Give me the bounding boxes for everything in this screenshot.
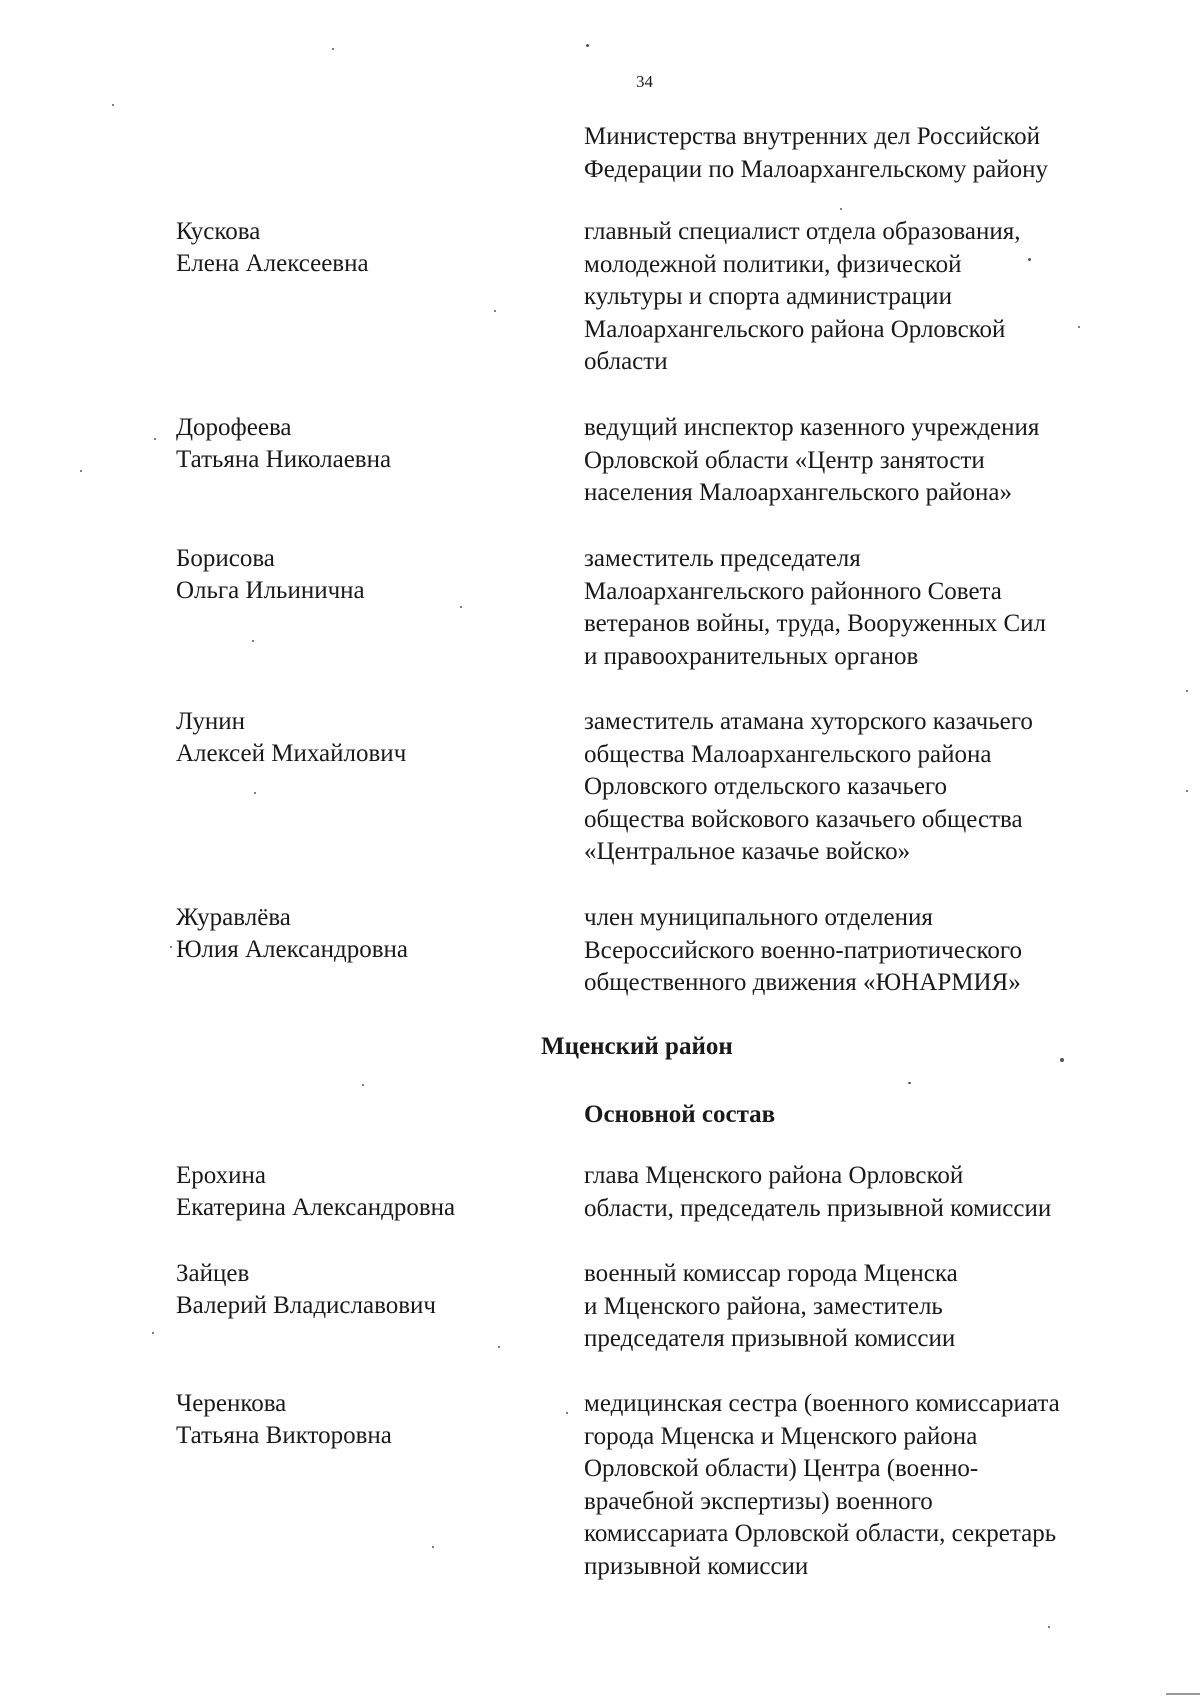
position-line: глава Мценского района Орловской [584,1162,964,1189]
position-line: заместитель атамана хуторского казачьего [584,708,1033,735]
member-position [584,543,1046,673]
scan-speck [1060,1058,1064,1062]
position-line: председателя призывной комиссии [584,1325,956,1352]
position-line: ведущий инспектор казенного учреждения [584,414,1040,441]
member-name [176,902,408,966]
member-position [584,216,1020,379]
member-given-names: Алексей Михайлович [176,740,407,767]
member-surname: Журавлёва [176,904,291,931]
scan-speck [586,44,589,47]
scan-speck [840,208,842,210]
member-given-names: Юлия Александровна [176,936,408,963]
position-line: «Центральное казачье войско» [584,838,911,865]
member-given-names: Татьяна Викторовна [176,1422,392,1449]
position-line: города Мценска и Мценского района [584,1422,978,1450]
member-name [176,543,365,607]
position-line: Орловского отдельского казачьего [584,773,948,800]
scan-speck [1186,690,1188,692]
position-line: культуры и спорта администрации [584,283,952,310]
scan-speck [498,1346,500,1348]
member-surname: Лунин [176,708,245,735]
member-surname: Черенкова [176,1390,287,1417]
scan-speck [170,946,172,948]
member-given-names: Екатерина Александровна [176,1194,456,1221]
scan-speck [1186,790,1188,792]
member-given-names: Валерий Владиславович [176,1292,436,1319]
scan-speck [1048,1626,1050,1628]
scan-speck [1078,326,1080,328]
intro-continuation [584,120,1048,186]
scan-speck [566,1412,568,1414]
member-name [176,412,391,476]
member-name [176,1388,392,1452]
member-given-names: Татьяна Николаевна [176,446,392,473]
intro-line: Министерства внутренних дел Российской [584,123,1040,150]
member-name [176,706,406,770]
position-line: области [584,348,668,375]
position-line: комиссариата Орловской области, секретарь [584,1520,1057,1547]
position-line: главный специалист отдела образования, [584,218,1021,245]
scan-speck [152,1332,154,1334]
member-surname: Борисова [176,545,275,572]
position-line: и правоохранительных органов [584,642,919,670]
member-surname: Ерохина [176,1162,267,1189]
scan-speck [112,104,114,106]
scan-speck [460,606,462,608]
scan-speck [362,1084,364,1086]
page-number: 34 [636,72,653,91]
member-position [584,1160,1051,1225]
position-line: Орловской области) Центра (военно- [584,1455,979,1482]
position-line: общества войскового казачьего общества [584,805,1023,833]
member-name [176,1160,455,1224]
position-line: врачебной экспертизы) военного [584,1487,933,1515]
member-position [584,412,1039,510]
scan-speck [908,1082,911,1084]
edge-mark [1166,1693,1200,1695]
subsection-title: Основной состав [584,1101,776,1128]
position-line: призывной комиссии [584,1552,809,1580]
member-given-names: Ольга Ильинична [176,577,365,604]
scan-speck [252,640,254,642]
member-name [176,1258,436,1322]
member-position [584,706,1033,869]
scan-speck [494,310,496,312]
scan-speck [1028,258,1031,261]
position-line: общественного движения «ЮНАРМИЯ» [584,969,1021,996]
position-line: ветеранов войны, труда, Вооруженных Сил [584,610,1047,637]
intro-line: Федерации по Малоархангельскому району [584,156,1049,183]
position-line: военный комиссар города Мценска [584,1260,958,1287]
member-surname: Кускова [176,218,261,245]
position-line: молодежной политики, физической [584,250,962,278]
member-position [584,1258,958,1356]
position-line: Малоархангельского районного Совета [584,577,1002,605]
position-line: Малоархангельского района Орловской [584,315,1006,343]
member-name [176,216,369,280]
scan-speck [332,48,334,50]
position-line: и Мценского района, заместитель [584,1292,943,1320]
position-line: заместитель председателя [584,545,861,572]
position-line: Орловской области «Центр занятости [584,446,985,474]
position-line: населения Малоархангельского района» [584,479,1013,506]
member-surname: Зайцев [176,1260,250,1287]
position-line: общества Малоархангельского района [584,740,992,768]
scan-speck [154,438,156,440]
section-title: Мценский район [541,1033,733,1060]
member-given-names: Елена Алексеевна [176,250,369,277]
position-line: области, председатель призывной комиссии [584,1194,1052,1222]
position-line: член муниципального отделения [584,904,933,931]
scan-speck [432,1546,434,1548]
position-line: медицинская сестра (военного комиссариата [584,1390,1060,1417]
position-line: Всероссийского военно-патриотического [584,936,1023,964]
member-surname: Дорофеева [176,414,292,441]
scan-speck [254,792,256,794]
scan-speck [80,470,82,472]
member-position [584,902,1022,1000]
member-position [584,1388,1060,1583]
